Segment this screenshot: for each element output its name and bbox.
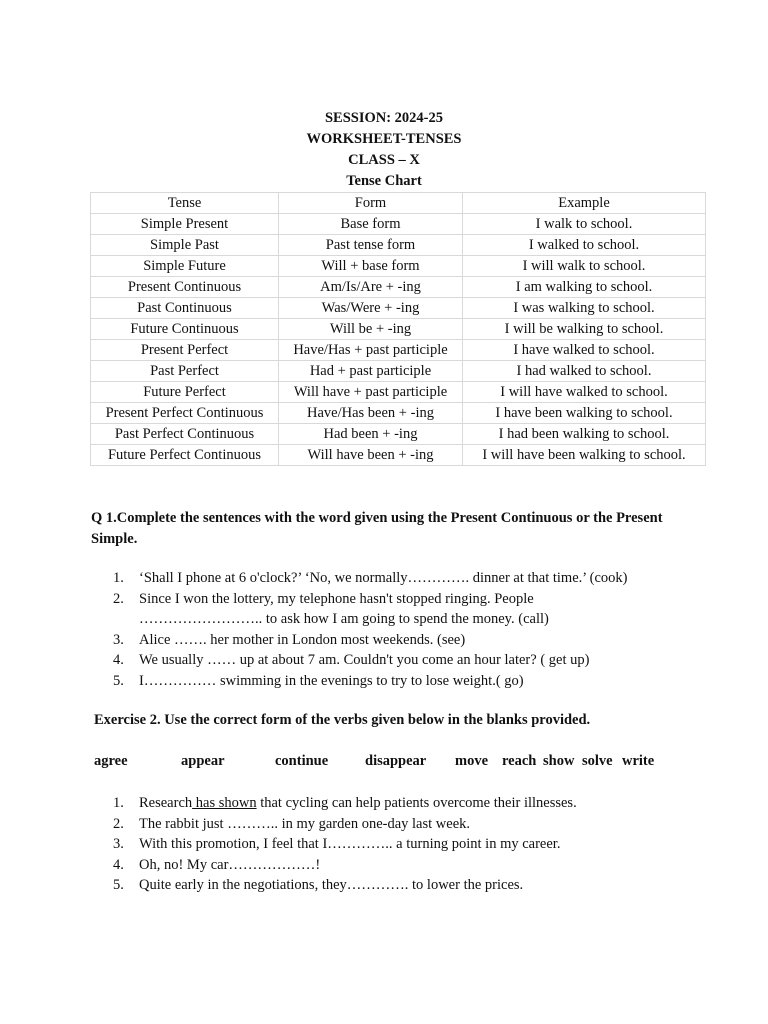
list-item: [113, 630, 628, 651]
item-text: With this promotion, I feel that I………….. a turning point in my career.: [139, 836, 561, 852]
table-row: [91, 424, 706, 445]
list-item: [113, 855, 577, 876]
example-cell: I will have walked to school.: [463, 382, 706, 403]
list-item: [113, 834, 577, 855]
form-cell: Will have + past participle: [279, 382, 463, 403]
verb-word: reach: [502, 753, 537, 769]
item-text: I…………… swimming in the evenings to try to lose weight.( go): [139, 672, 524, 689]
tense-cell: Present Perfect Continuous: [91, 403, 279, 424]
table-row: [91, 235, 706, 256]
form-cell: Will have been + -ing: [279, 445, 463, 466]
question-1-title: Q 1.Complete the sentences with the word given using the Present Continuous or the Present Simple.: [91, 510, 663, 547]
tense-cell: Past Continuous: [91, 298, 279, 319]
tense-cell: Past Perfect Continuous: [91, 424, 279, 445]
example-cell: I had walked to school.: [463, 361, 706, 382]
tense-cell: Future Continuous: [91, 319, 279, 340]
example-cell: I was walking to school.: [463, 298, 706, 319]
table-header-row: [91, 193, 706, 214]
table-row: [91, 319, 706, 340]
worksheet-heading: WORKSHEET-TENSES: [306, 131, 462, 147]
form-cell: Will + base form: [279, 256, 463, 277]
item-number: 1.: [113, 570, 124, 586]
exercise-2-title: Exercise 2. Use the correct form of the verbs given below in the blanks provided.: [94, 712, 591, 728]
list-item: [113, 568, 628, 589]
form-cell: Had + past participle: [279, 361, 463, 382]
tense-cell: Present Perfect: [91, 340, 279, 361]
example-cell: I am walking to school.: [463, 277, 706, 298]
list-item: [113, 814, 577, 835]
tense-cell: Future Perfect Continuous: [91, 445, 279, 466]
form-cell: Have/Has been + -ing: [279, 403, 463, 424]
tense-cell: Future Perfect: [91, 382, 279, 403]
table-row: [91, 361, 706, 382]
verb-word: move: [455, 753, 489, 769]
item-text: The rabbit just ……….. in my garden one-day last week.: [139, 815, 471, 832]
tense-cell: Past Perfect: [91, 361, 279, 382]
table-row: [91, 298, 706, 319]
form-cell: Past tense form: [279, 235, 463, 256]
table-row: [91, 214, 706, 235]
tense-cell: Present Continuous: [91, 277, 279, 298]
form-cell: Will be + -ing: [279, 319, 463, 340]
item-number: 4.: [113, 652, 124, 668]
example-cell: I walked to school.: [463, 235, 706, 256]
item-text: [139, 793, 577, 814]
table-row: [91, 403, 706, 424]
item-text: We usually …… up at about 7 am. Couldn't you come an hour later? ( get up): [139, 652, 590, 668]
example-cell: I will be walking to school.: [463, 319, 706, 340]
list-item: [113, 589, 589, 630]
item-text: Alice ……. her mother in London most weekends. (see): [139, 631, 466, 648]
form-cell: Had been + -ing: [279, 424, 463, 445]
item-text: Oh, no! My car………………!: [139, 856, 321, 873]
column-header-tense: Tense: [91, 193, 279, 214]
item-text-prefix: Research: [139, 795, 193, 811]
form-cell: Base form: [279, 214, 463, 235]
session-heading: SESSION: 2024-25: [324, 110, 444, 126]
verb-word: solve: [582, 753, 613, 769]
item-number: 4.: [113, 856, 124, 873]
item-number: 5.: [113, 877, 124, 893]
list-item: [113, 875, 577, 896]
verb-word: agree: [94, 753, 128, 769]
table-row: [91, 445, 706, 466]
exercise-2-list: [113, 793, 577, 896]
verb-word: continue: [275, 753, 329, 769]
column-header-example: Example: [463, 193, 706, 214]
example-cell: I will have been walking to school.: [463, 445, 706, 466]
verb-word: show: [543, 753, 575, 769]
example-cell: I had been walking to school.: [463, 424, 706, 445]
item-number: 5.: [113, 672, 124, 689]
tense-cell: Simple Present: [91, 214, 279, 235]
item-number: 3.: [113, 836, 124, 852]
form-cell: Have/Has + past participle: [279, 340, 463, 361]
list-item: [113, 671, 628, 692]
question-1-list: [113, 568, 628, 691]
item-number: 2.: [113, 590, 124, 607]
verb-word: disappear: [365, 753, 427, 769]
list-item: [113, 650, 628, 671]
verb-word: appear: [181, 753, 225, 769]
form-cell: Was/Were + -ing: [279, 298, 463, 319]
item-number: 3.: [113, 631, 124, 648]
example-cell: I have been walking to school.: [463, 403, 706, 424]
verb-bank: [0, 753, 768, 773]
answer-example: has shown: [192, 795, 257, 811]
example-cell: I walk to school.: [463, 214, 706, 235]
list-item: [113, 793, 577, 814]
item-text: Quite early in the negotiations, they…………. to lower the prices.: [139, 877, 524, 893]
table-row: [91, 256, 706, 277]
tense-cell: Simple Past: [91, 235, 279, 256]
column-header-form: Form: [279, 193, 463, 214]
example-cell: I have walked to school.: [463, 340, 706, 361]
verb-word: write: [622, 753, 655, 769]
item-text-suffix: that cycling can help patients overcome their illnesses.: [256, 795, 577, 811]
tense-cell: Simple Future: [91, 256, 279, 277]
class-heading: CLASS – X: [348, 152, 420, 168]
table-row: [91, 277, 706, 298]
table-row: [91, 340, 706, 361]
table-row: [91, 382, 706, 403]
form-cell: Am/Is/Are + -ing: [279, 277, 463, 298]
item-number: 2.: [113, 815, 124, 832]
item-text: Since I won the lottery, my telephone hasn't stopped ringing. People …………………….. to ask how I am going to spend the money. (call): [139, 590, 549, 627]
chart-title: Tense Chart: [346, 173, 422, 189]
item-number: 1.: [113, 795, 124, 811]
item-text: ‘Shall I phone at 6 o'clock?’ ‘No, we normally…………. dinner at that time.’ (cook): [139, 570, 628, 586]
tense-chart-table: [90, 192, 706, 466]
example-cell: I will walk to school.: [463, 256, 706, 277]
